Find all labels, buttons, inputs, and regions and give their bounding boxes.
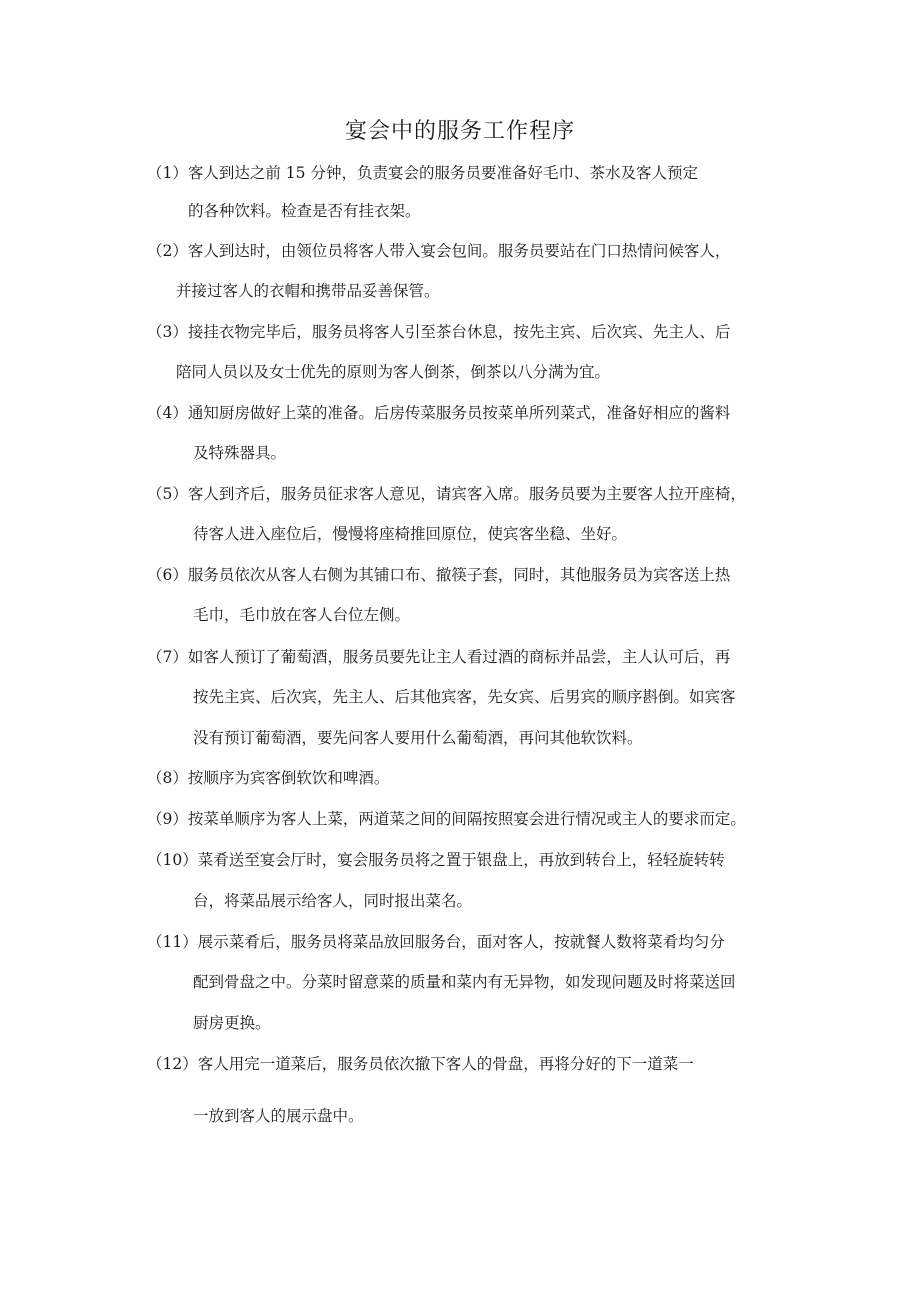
- step-4-line-2: 及特殊器具。: [193, 444, 287, 462]
- step-12-line-1: （12）客人用完一道菜后，服务员依次撤下客人的骨盘，再将分好的下一道菜一: [147, 1055, 694, 1073]
- step-3-line-2: 陪同人员以及女士优先的原则为客人倒茶，倒茶以八分满为宜。: [176, 363, 611, 381]
- document-title: 宴会中的服务工作程序: [344, 119, 575, 144]
- step-5-line-2: 待客人进入座位后，慢慢将座椅推回原位，使宾客坐稳、坐好。: [193, 525, 628, 543]
- step-7-line-2: 按先主宾、后次宾，先主人、后其他宾客，先女宾、后男宾的顺序斟倒。如宾客: [193, 688, 736, 706]
- step-6-line-2: 毛巾，毛巾放在客人台位左侧。: [193, 606, 411, 624]
- step-8-line-1: （8）按顺序为宾客倒软饮和啤酒。: [147, 769, 390, 787]
- step-2-line-2: 并接过客人的衣帽和携带品妥善保管。: [176, 282, 440, 300]
- step-11-line-1: （11）展示菜肴后，服务员将菜品放回服务台，面对客人，按就餐人数将菜肴均匀分: [147, 933, 725, 951]
- step-10-line-1: （10）菜肴送至宴会厅时，宴会服务员将之置于银盘上，再放到转台上，轻轻旋转转: [147, 851, 725, 869]
- step-6-line-1: （6）服务员依次从客人右侧为其铺口布、撤筷子套，同时，其他服务员为宾客送上热: [147, 566, 731, 584]
- step-1-line-1: （1）客人到达之前 15 分钟，负责宴会的服务员要准备好毛巾、茶水及客人预定: [147, 164, 698, 182]
- step-7-line-3: 没有预订葡萄酒，要先问客人要用什么葡萄酒，再问其他软饮料。: [193, 729, 643, 747]
- step-4-line-1: （4）通知厨房做好上菜的准备。后房传菜服务员按菜单所列菜式，准备好相应的酱料: [147, 404, 731, 422]
- step-1-line-2: 的各种饮料。检查是否有挂衣架。: [188, 202, 421, 220]
- step-12-line-2: 一放到客人的展示盘中。: [193, 1107, 364, 1125]
- step-11-line-2: 配到骨盘之中。分菜时留意菜的质量和菜内有无异物，如发现问题及时将菜送回: [193, 973, 736, 991]
- step-2-line-1: （2）客人到达时，由领位员将客人带入宴会包间。服务员要站在门口热情问候客人，: [147, 242, 731, 260]
- step-10-line-2: 台，将菜品展示给客人，同时报出菜名。: [193, 892, 473, 910]
- step-3-line-1: （3）接挂衣物完毕后，服务员将客人引至茶台休息，按先主宾、后次宾、先主人、后: [147, 323, 731, 341]
- step-7-line-1: （7）如客人预订了葡萄酒，服务员要先让主人看过酒的商标并品尝，主人认可后，再: [147, 648, 731, 666]
- step-5-line-1: （5）客人到齐后，服务员征求客人意见，请宾客入席。服务员要为主要客人拉开座椅，: [147, 485, 746, 503]
- step-9-line-1: （9）按菜单顺序为客人上菜，两道菜之间的间隔按照宴会进行情况或主人的要求而定。: [147, 810, 746, 828]
- step-11-line-3: 厨房更换。: [193, 1014, 271, 1032]
